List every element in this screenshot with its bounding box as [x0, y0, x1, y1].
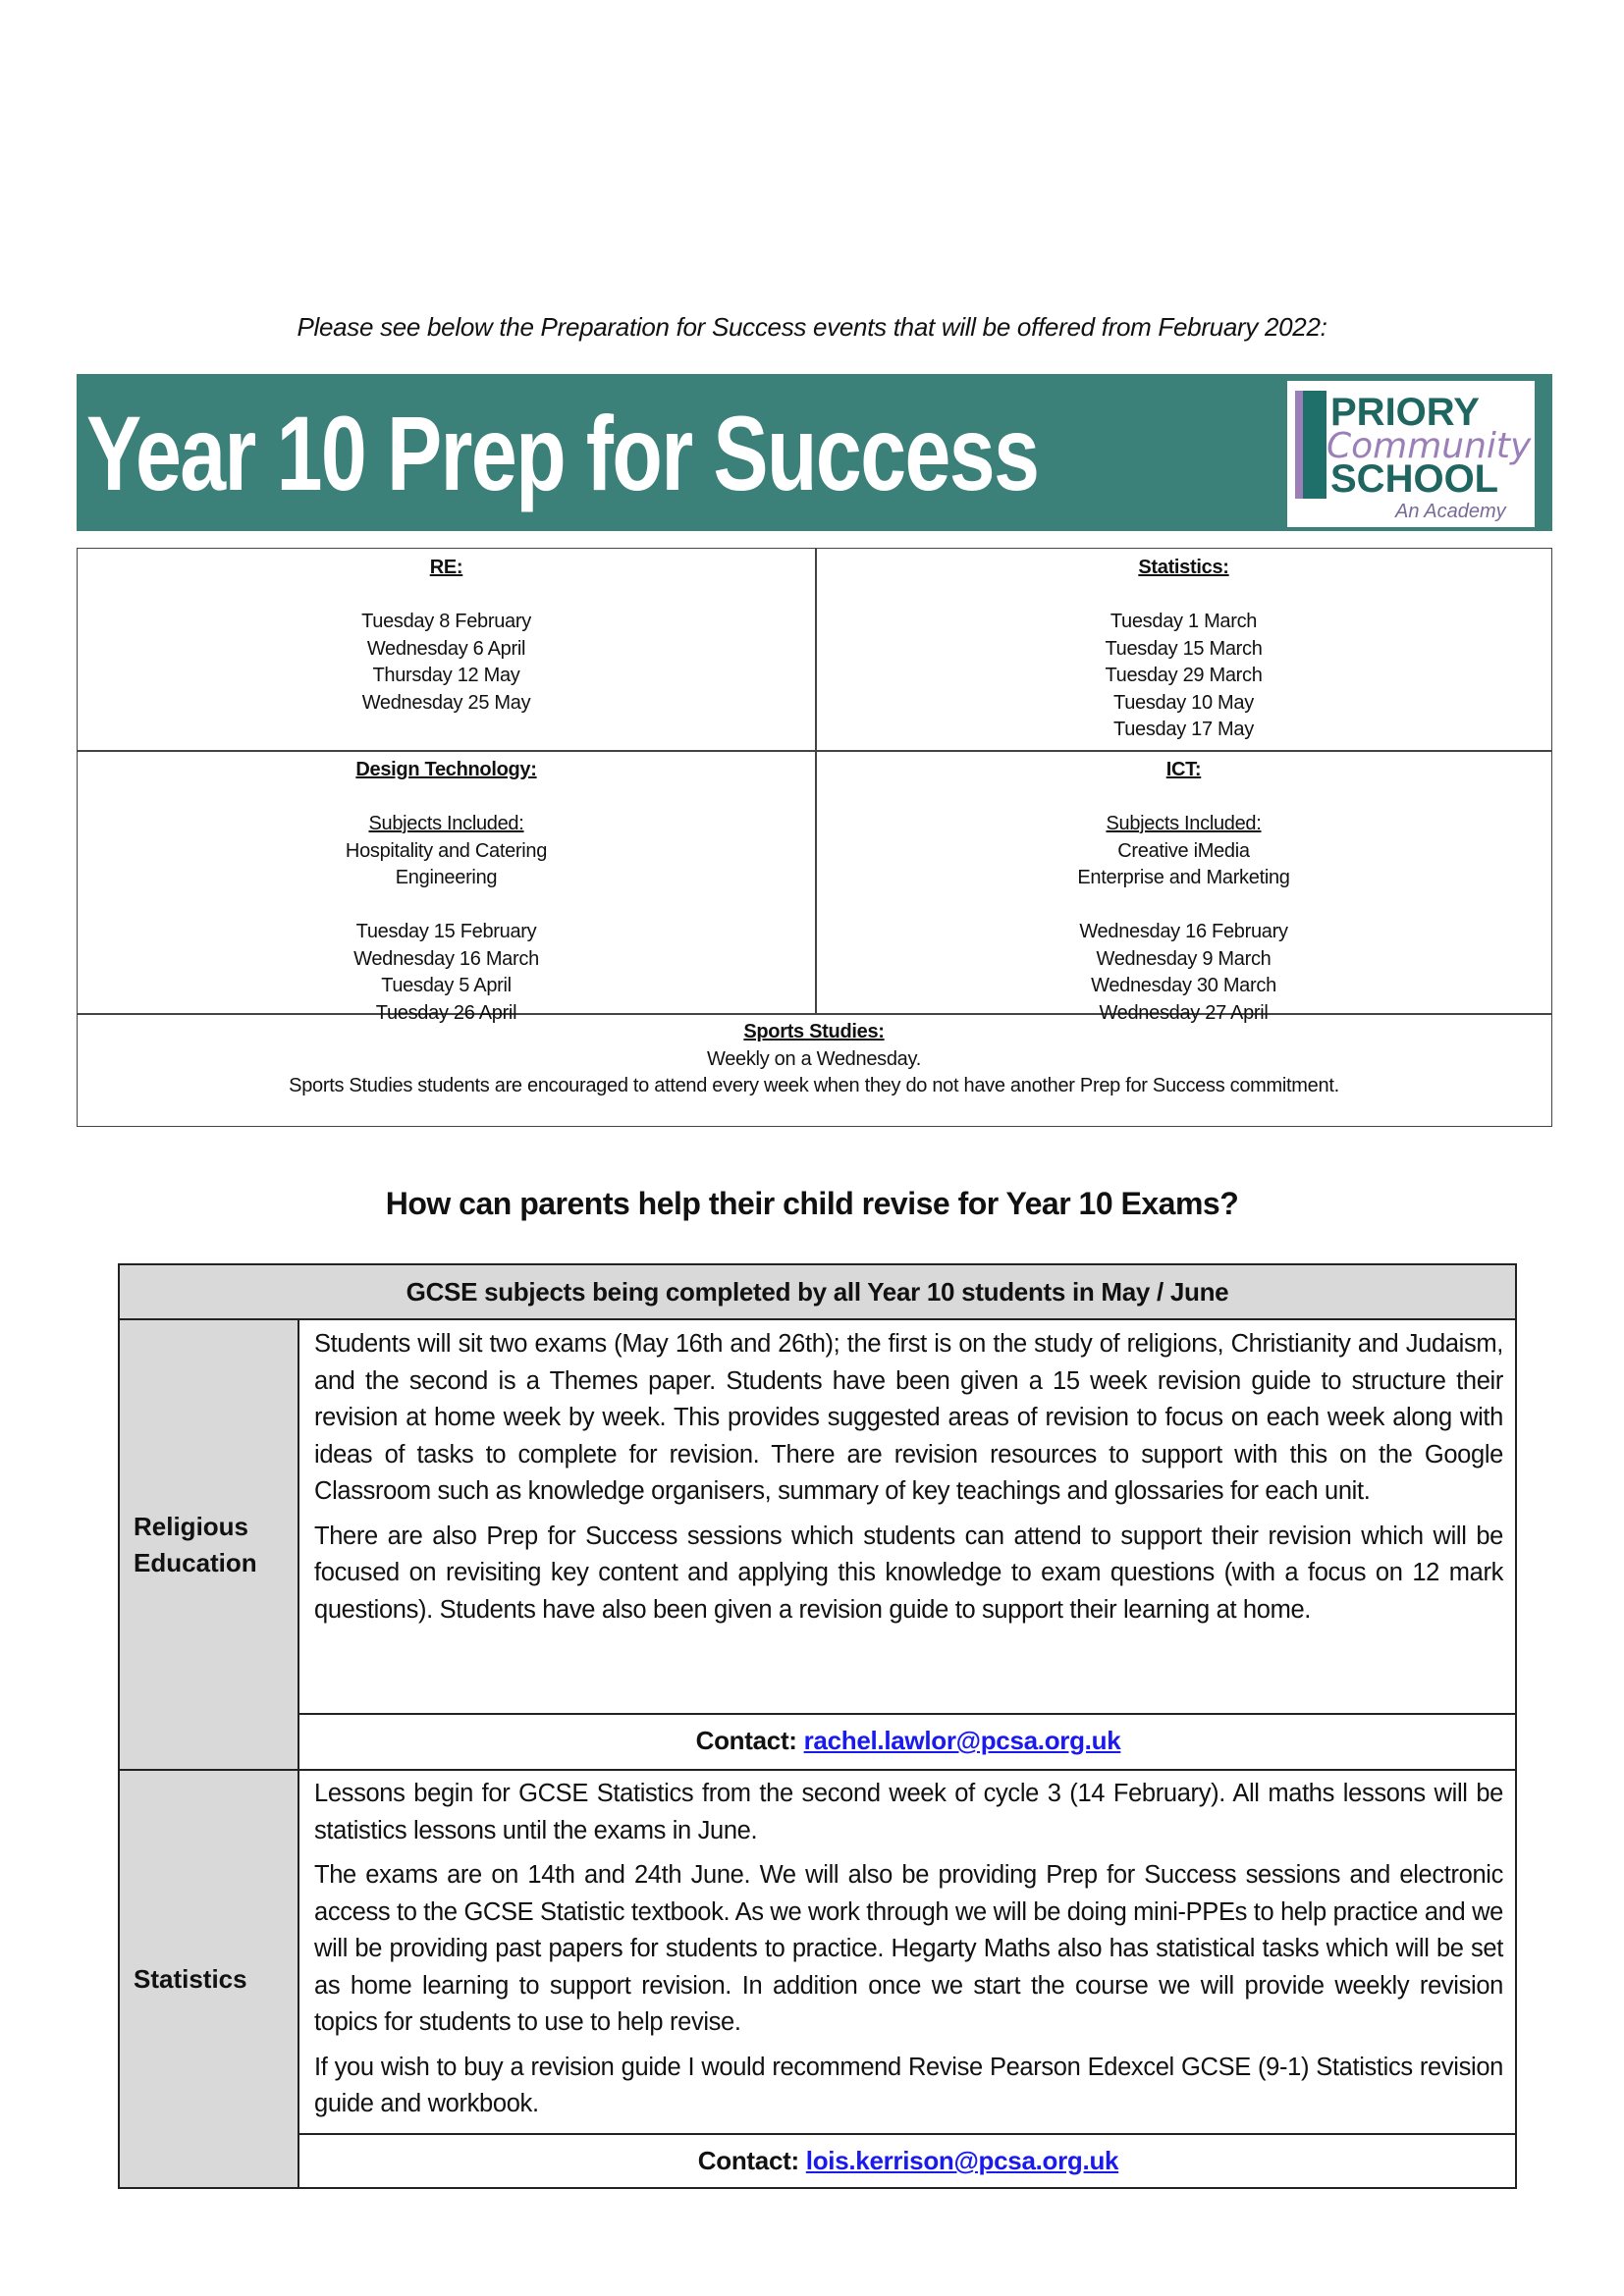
- logo-line: Community: [1326, 426, 1532, 466]
- paragraph: Students will sit two exams (May 16th and 26th); the first is on the study of religions, Christianity and Judaism, and the second is a Themes paper. Students have been given a 15 week revision guide to structure their revision at home week by week. This provides suggested areas of revision to focus on each week along with ideas of tasks to complete for revision. There are revision resources to support with this on the Google Classroom such as knowledge organisers, summary of key teachings and glossaries for each unit.: [314, 1330, 1503, 1505]
- list-item: Wednesday 16 March: [353, 947, 539, 970]
- logo-book-icon: [1295, 391, 1326, 499]
- list-item: Wednesday 16 February: [1079, 921, 1288, 942]
- list-item: Tuesday 15 March: [1105, 637, 1263, 660]
- re-cell: [78, 555, 815, 717]
- school-logo: [1287, 381, 1535, 527]
- contact-row: [299, 2133, 1517, 2187]
- section-heading: How can parents help their child revise for Year 10 Exams?: [385, 1186, 1239, 1221]
- list-item: Engineering: [395, 867, 498, 888]
- list-item: Wednesday 27 April: [1099, 1001, 1269, 1024]
- cell-title: RE:: [429, 557, 463, 578]
- list-item: Tuesday 8 February: [361, 611, 531, 632]
- subjects-label: Subjects Included:: [1106, 813, 1262, 834]
- contact-email-link[interactable]: rachel.lawlor@pcsa.org.uk: [803, 1726, 1121, 1755]
- gcse-table: [118, 1263, 1517, 2189]
- logo-line: SCHOOL: [1330, 457, 1499, 501]
- table-header: GCSE subjects being completed by all Year 10 students in May / June: [120, 1265, 1515, 1320]
- contact-email-link[interactable]: lois.kerrison@pcsa.org.uk: [805, 2146, 1119, 2175]
- subject-cell: Statistics: [120, 1771, 299, 2187]
- banner-title: Year 10 Prep for Success: [86, 394, 1039, 512]
- list-item: Creative iMedia: [1117, 839, 1250, 862]
- cell-title: Design Technology:: [355, 759, 537, 780]
- cell-title: ICT:: [1165, 759, 1202, 780]
- cell-title: Statistics:: [1138, 557, 1229, 578]
- list-item: Tuesday 15 February: [355, 921, 537, 942]
- paragraph: Lessons begin for GCSE Statistics from the second week of cycle 3 (14 February). All maths lessons will be statistics lessons until the exams in June.: [314, 1780, 1503, 1844]
- subjects-label: Subjects Included:: [368, 813, 524, 834]
- sports-line: Sports Studies students are encouraged to attend every week when they do not have another Prep for Success commitment.: [289, 1075, 1339, 1096]
- banner: [77, 374, 1552, 531]
- list-item: Wednesday 25 May: [361, 691, 531, 714]
- subject-description: [299, 1326, 1517, 1636]
- cell-title: Sports Studies:: [743, 1021, 885, 1042]
- contact-label: Contact:: [697, 2146, 799, 2175]
- logo-line: PRIORY: [1330, 391, 1480, 434]
- list-item: Tuesday 10 May: [1113, 691, 1254, 714]
- dt-cell: [78, 757, 815, 1027]
- subject-cell: Religious Education: [120, 1320, 299, 1769]
- paragraph: The exams are on 14th and 24th June. We will also be providing Prep for Success sessions and electronic access to the GCSE Statistic textbook. As we work through we will be doing mini-PPEs to help practice and we will be providing past papers for students to practice. Hegarty Maths also has statistical tasks which will be set as home learning to support revision. In addition once we start the course we will provide weekly revision topics for students to use to help revise.: [314, 1861, 1503, 2036]
- intro-text: Please see below the Preparation for Success events that will be offered from February 2022:: [297, 312, 1327, 342]
- list-item: Wednesday 9 March: [1096, 947, 1272, 970]
- logo-line: An Academy: [1395, 501, 1506, 522]
- ict-cell: [815, 757, 1552, 1027]
- list-item: Tuesday 1 March: [1110, 611, 1258, 632]
- contact-row: [299, 1713, 1517, 1769]
- list-item: Tuesday 26 April: [375, 1001, 517, 1024]
- subject-description: [299, 1776, 1517, 2131]
- list-item: Enterprise and Marketing: [1077, 867, 1290, 888]
- list-item: Tuesday 29 March: [1105, 665, 1263, 686]
- statistics-cell: [815, 555, 1552, 744]
- list-item: Wednesday 6 April: [366, 637, 526, 660]
- list-item: Thursday 12 May: [372, 665, 520, 686]
- paragraph: If you wish to buy a revision guide I would recommend Revise Pearson Edexcel GCSE (9-1) Statistics revision guide and workbook.: [314, 2053, 1503, 2117]
- sports-line: Weekly on a Wednesday.: [707, 1047, 921, 1070]
- list-item: Tuesday 17 May: [1113, 719, 1254, 740]
- sports-cell: [78, 1019, 1550, 1100]
- list-item: Hospitality and Catering: [345, 839, 548, 862]
- schedule-table: [77, 548, 1552, 1127]
- list-item: Wednesday 30 March: [1091, 975, 1276, 996]
- list-item: Tuesday 5 April: [381, 975, 512, 996]
- paragraph: There are also Prep for Success sessions which students can attend to support their revision which will be focused on revisiting key content and applying this knowledge to exam questions (with a focus on 12 mark questions). Students have also been given a revision guide to support their learning at home.: [314, 1522, 1503, 1624]
- contact-label: Contact:: [695, 1726, 797, 1755]
